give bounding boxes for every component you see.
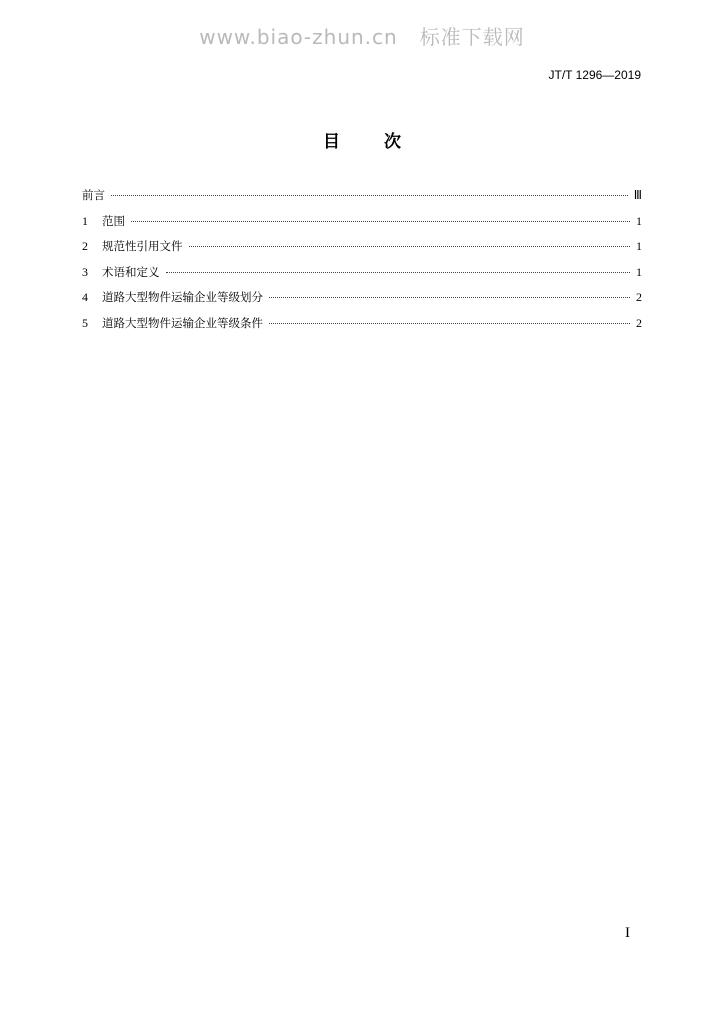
toc-item-page: Ⅲ: [633, 188, 642, 202]
toc-item-label: 术语和定义: [102, 264, 160, 279]
toc-item-number: 3: [82, 264, 88, 279]
toc-item-page: 1: [636, 264, 642, 279]
toc-item-normative-references[interactable]: [82, 239, 642, 265]
page-number: I: [625, 925, 630, 941]
toc-item-number: 5: [82, 315, 88, 330]
toc-item-label: 道路大型物件运输企业等级条件: [102, 315, 263, 330]
toc-item-label: 范围: [102, 213, 125, 228]
toc-leader-dots: [111, 195, 628, 196]
toc-item-number: 1: [82, 213, 88, 228]
toc-item-label: 规范性引用文件: [102, 239, 183, 253]
standard-code: JT/T 1296—2019: [548, 68, 641, 82]
toc-leader-dots: [269, 323, 630, 324]
toc-title: 目 次: [323, 132, 401, 152]
toc-item-number: 2: [82, 239, 88, 253]
toc-item-terms-definitions[interactable]: [82, 265, 642, 291]
toc-list: [82, 188, 642, 341]
toc-item-page: 2: [636, 290, 642, 304]
toc-leader-dots: [131, 221, 630, 222]
toc-leader-dots: [189, 246, 631, 247]
toc-item-preface[interactable]: [82, 188, 642, 214]
toc-leader-dots: [269, 297, 630, 298]
toc-item-page: 1: [636, 213, 642, 228]
toc-item-page: 1: [636, 239, 642, 253]
toc-item-number: 4: [82, 290, 88, 304]
toc-item-label: 前言: [82, 188, 105, 202]
watermark: www.biao-zhun.cn 标准下载网: [199, 25, 525, 49]
toc-item-grade-classification[interactable]: [82, 290, 642, 316]
toc-item-grade-conditions[interactable]: [82, 316, 642, 342]
toc-item-label: 道路大型物件运输企业等级划分: [102, 290, 263, 304]
toc-leader-dots: [166, 272, 631, 273]
toc-item-page: 2: [636, 315, 642, 330]
toc-item-scope[interactable]: [82, 214, 642, 240]
